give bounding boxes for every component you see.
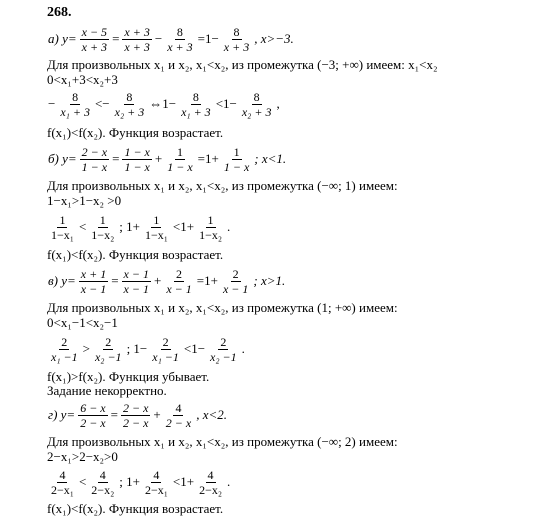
formula-b-label: б) y=	[48, 151, 77, 166]
denominator: 1−x₂	[91, 227, 115, 242]
fraction	[222, 145, 251, 174]
operator: =	[112, 31, 120, 46]
operator: <	[78, 474, 87, 489]
text-line: Для произвольных x₁ и x₂, x₁<x₂, из промежутка (−∞; 1) имеем:	[47, 178, 398, 193]
operator: +	[153, 273, 162, 288]
numerator: 4	[175, 400, 182, 415]
denominator: 2 − x	[80, 415, 106, 430]
fraction	[122, 145, 151, 174]
fraction	[165, 145, 194, 174]
text-line: Для произвольных x₁ и x₂, x₁<x₂, из промежутка (−∞; 2) имеем:	[47, 434, 398, 449]
numerator: 4	[99, 467, 106, 482]
denominator: 2−x₂	[199, 482, 223, 497]
fraction	[143, 468, 170, 497]
numerator: 8	[176, 24, 183, 39]
formula-d-label: г) y=	[48, 407, 76, 422]
numerator: 1	[207, 212, 214, 227]
fraction	[80, 25, 109, 54]
numerator: 2	[61, 334, 68, 349]
numerator: 1 − x	[124, 144, 150, 159]
fraction	[49, 468, 76, 497]
numerator: x + 3	[124, 24, 150, 39]
denominator: 2−x₂	[91, 482, 115, 497]
numerator: 1	[99, 212, 106, 227]
denominator: x₂ −1	[210, 349, 237, 364]
fraction	[49, 335, 80, 364]
fraction	[143, 213, 170, 242]
fraction	[121, 401, 150, 430]
denominator: 1 − x	[167, 159, 193, 174]
formula-d-definition	[47, 398, 228, 432]
formula-c-definition	[47, 264, 286, 298]
denominator: 1−x₂	[199, 227, 223, 242]
numerator: 1	[153, 212, 160, 227]
fraction	[78, 401, 107, 430]
operator: <	[78, 219, 87, 234]
conclusion-line: f(x₁)>f(x₂). Функция убывает.	[47, 369, 210, 384]
denominator: x₂ + 3	[241, 104, 272, 119]
numerator: 2 − x	[81, 144, 108, 159]
denominator: x + 3	[223, 39, 250, 54]
fraction	[197, 468, 224, 497]
numerator: 8	[126, 89, 133, 104]
text-line: 2−x₁>2−x₂>0	[47, 449, 118, 464]
numerator: 8	[192, 89, 199, 104]
punctuation: .	[227, 219, 231, 234]
operator: =	[112, 151, 120, 166]
punctuation: .	[241, 341, 245, 356]
denominator: x + 3	[167, 39, 193, 54]
fraction	[197, 213, 224, 242]
fraction	[80, 145, 109, 174]
operator: <1+	[172, 219, 195, 234]
numerator: 2	[176, 266, 183, 281]
numerator: 2	[220, 334, 227, 349]
operator: =1+	[196, 273, 218, 288]
denominator: x − 1	[80, 281, 107, 296]
fraction	[222, 25, 251, 54]
fraction	[79, 267, 108, 296]
fraction	[164, 401, 193, 430]
fraction	[122, 25, 151, 54]
denominator: x₁ −1	[152, 349, 179, 364]
denominator: 2−x₁	[144, 482, 168, 497]
operator: >	[82, 341, 90, 356]
operator: ; 1+	[119, 219, 140, 234]
fraction	[179, 90, 213, 119]
operator: =1−	[197, 31, 219, 46]
numerator: 1	[59, 212, 66, 227]
denominator: x₁ + 3	[181, 104, 211, 119]
text-line: Для произвольных x₁ и x₂, x₁<x₂, из промежутка (−3; +∞) имеем: x₁<x₂	[47, 57, 438, 72]
operator: −	[48, 96, 56, 111]
punctuation: ,	[276, 96, 280, 111]
formula-b-definition	[47, 142, 287, 176]
operator: =	[110, 407, 118, 422]
punctuation: .	[227, 474, 231, 489]
inequality-a	[47, 87, 281, 121]
operator: <1−	[215, 96, 237, 111]
operator: =	[111, 273, 119, 288]
conclusion-line: f(x₁)<f(x₂). Функция возрастает.	[47, 247, 224, 262]
numerator: 6 − x	[80, 400, 106, 415]
operator: +	[153, 407, 161, 422]
denominator: x + 3	[124, 39, 150, 54]
fraction	[89, 468, 116, 497]
domain-text: ; x<1.	[254, 151, 287, 166]
operator: −	[154, 31, 163, 46]
numerator: 8	[72, 89, 79, 104]
fraction	[150, 335, 181, 364]
numerator: 4	[153, 467, 160, 482]
numerator: 2	[232, 266, 239, 281]
denominator: 2 − x	[122, 415, 149, 430]
operator: ⇔1−	[149, 96, 177, 111]
denominator: x − 1	[123, 281, 149, 296]
operator: <−	[94, 96, 110, 111]
domain-text: , x>−3.	[254, 31, 294, 46]
denominator: 1−x₁	[144, 227, 168, 242]
denominator: 2−x₁	[51, 482, 74, 497]
operator: ; 1−	[126, 341, 148, 356]
text-line: 0<x₁−1<x₂−1	[47, 315, 118, 330]
numerator: x − 1	[123, 266, 149, 281]
denominator: x + 3	[81, 39, 108, 54]
denominator: 1 − x	[81, 159, 108, 174]
formula-c-label: в) y=	[48, 273, 76, 288]
numerator: 4	[207, 467, 214, 482]
denominator: 2 − x	[165, 415, 192, 430]
fraction	[240, 90, 274, 119]
fraction	[164, 267, 193, 296]
denominator: x₂ + 3	[114, 104, 145, 119]
fraction	[165, 25, 194, 54]
note-line: Задание некорректно.	[47, 383, 167, 398]
denominator: x − 1	[166, 281, 192, 296]
formula-a-label: а) y=	[48, 31, 77, 46]
fraction	[49, 213, 76, 242]
fraction	[58, 90, 92, 119]
fraction	[122, 267, 151, 296]
numerator: 4	[59, 467, 66, 482]
denominator: 1 − x	[124, 159, 150, 174]
inequality-d	[47, 465, 231, 499]
fraction	[221, 267, 250, 296]
denominator: x₂ −1	[94, 349, 122, 364]
problem-number: 268.	[47, 5, 72, 20]
conclusion-line: f(x₁)<f(x₂). Функция возрастает.	[47, 501, 224, 516]
fraction	[113, 90, 147, 119]
denominator: x − 1	[222, 281, 249, 296]
text-line: Для произвольных x₁ и x₂, x₁<x₂, из промежутка (1; +∞) имеем:	[47, 300, 398, 315]
operator: ; 1+	[119, 474, 140, 489]
text-line: 0<x₁+3<x₂+3	[47, 72, 118, 87]
numerator: 8	[233, 24, 240, 39]
operator: <1+	[172, 474, 195, 489]
numerator: x − 5	[81, 24, 108, 39]
denominator: 1−x₁	[51, 227, 74, 242]
domain-text: , x<2.	[196, 407, 227, 422]
fraction	[89, 213, 116, 242]
operator: <1−	[183, 341, 206, 356]
numerator: 2	[105, 334, 112, 349]
denominator: x₁ + 3	[60, 104, 90, 119]
numerator: 2 − x	[122, 400, 149, 415]
numerator: 2	[162, 334, 169, 349]
operator: =1+	[197, 151, 219, 166]
numerator: 8	[253, 89, 260, 104]
text-line: 1−x₁>1−x₂ >0	[47, 193, 122, 208]
denominator: x₁ −1	[51, 349, 78, 364]
numerator: 1	[233, 144, 240, 159]
numerator: x + 1	[80, 266, 107, 281]
numerator: 1	[176, 144, 183, 159]
formula-a-definition	[47, 22, 295, 56]
fraction	[208, 335, 239, 364]
inequality-b	[47, 210, 231, 244]
domain-text: ; x>1.	[253, 273, 286, 288]
denominator: 1 − x	[223, 159, 250, 174]
conclusion-line: f(x₁)<f(x₂). Функция возрастает.	[47, 125, 224, 140]
operator: +	[154, 151, 163, 166]
fraction	[93, 335, 124, 364]
inequality-c	[47, 332, 246, 366]
